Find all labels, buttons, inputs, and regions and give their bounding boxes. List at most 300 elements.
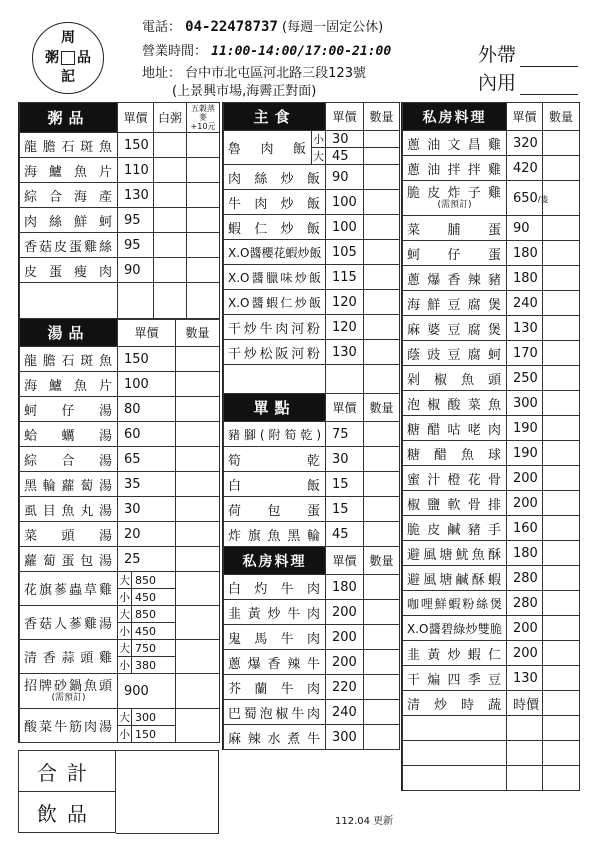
price-value: 30 [332, 451, 349, 467]
qty-cell[interactable] [364, 497, 400, 522]
item-name: 豬腳(附筍乾) [224, 422, 326, 447]
item-name: 清香蒜頭雞 [20, 640, 118, 674]
menu-row [224, 165, 400, 190]
qty-white-cell[interactable] [154, 158, 187, 183]
qty-cell[interactable] [176, 640, 220, 674]
item-name: 蔥爆香辣豬 [403, 266, 507, 291]
item-name: 筍乾 [224, 447, 326, 472]
qty-cell[interactable] [176, 547, 220, 572]
menu-row [403, 131, 580, 156]
item-price [507, 391, 543, 416]
item-name: 避風塘鹹酥蝦 [403, 566, 507, 591]
item-name: 芥蘭牛肉 [224, 675, 326, 700]
menu-row [403, 591, 580, 616]
item-name: X.O醬臘味炒飯 [224, 265, 326, 290]
menu-row [20, 709, 220, 726]
qty-cell[interactable] [176, 572, 220, 606]
qty-cell[interactable] [364, 131, 400, 148]
hours-value: 11:00-14:00/17:00-21:00 [211, 44, 392, 59]
item-price: 45 [326, 148, 364, 165]
menu-row [403, 366, 580, 391]
item-price [326, 725, 364, 750]
item-name: 蚵仔蛋 [403, 241, 507, 266]
menu-row [20, 258, 220, 283]
menu-row [403, 616, 580, 641]
price-value: 280 [513, 595, 538, 611]
qty-white-cell[interactable] [154, 183, 187, 208]
item-price [326, 472, 364, 497]
takeout-field[interactable] [478, 40, 578, 67]
qty-cell[interactable] [543, 316, 580, 341]
qty-cell[interactable] [543, 156, 580, 181]
item-price [507, 181, 549, 216]
item-price [326, 422, 364, 447]
price-value: 180 [513, 270, 538, 286]
item-name: 剁椒魚頭 [403, 366, 507, 391]
item-price: 90 [326, 165, 364, 190]
item-name: 牛肉炒飯 [224, 190, 326, 215]
size-small-label: 小 [118, 657, 132, 674]
price-value: 160 [513, 520, 538, 536]
item-name: X.O醬碧綠炒雙脆 [403, 616, 507, 641]
qty-cell[interactable] [364, 522, 400, 547]
qty-cell[interactable] [364, 422, 400, 447]
menu-row [20, 547, 220, 572]
qty-grain-cell[interactable] [187, 183, 220, 208]
sides-title: 單點 [224, 394, 326, 422]
menu-row [403, 541, 580, 566]
menu-row [20, 133, 220, 158]
total-label: 合計 [19, 751, 116, 792]
menu-row [403, 466, 580, 491]
size-small-label: 小 [118, 623, 132, 640]
porridge-title: 粥品 [20, 103, 118, 133]
col-qty: 數量 [364, 103, 400, 131]
item-price [507, 691, 543, 716]
col-price: 單價 [326, 103, 364, 131]
qty-cell[interactable] [364, 700, 400, 725]
item-name: 海鮮豆腐煲 [403, 291, 507, 316]
item-price: 115 [326, 265, 364, 290]
price-value: 75 [332, 426, 349, 442]
item-price [326, 675, 364, 700]
menu-row [224, 340, 400, 365]
qty-cell[interactable] [176, 372, 220, 397]
size-large-price: 850 [132, 572, 176, 589]
item-price: 100 [326, 215, 364, 240]
item-price: 900 [118, 674, 176, 709]
qty-cell[interactable] [364, 447, 400, 472]
price-value: 200 [332, 654, 357, 670]
address-line [142, 62, 366, 81]
qty-cell[interactable] [543, 291, 580, 316]
qty-cell[interactable] [364, 725, 400, 750]
menu-row [403, 641, 580, 666]
menu-row [224, 447, 400, 472]
item-name: 韭黃炒蝦仁 [403, 641, 507, 666]
item-name: 蚵仔湯 [20, 397, 118, 422]
qty-grain-cell[interactable] [187, 158, 220, 183]
qty-cell[interactable] [543, 516, 580, 541]
soup-title: 湯品 [20, 319, 118, 347]
special-name: 招牌砂鍋魚頭 [24, 678, 113, 694]
item-name: 清炒時蔬 [403, 691, 507, 716]
item-name: 糖醋咕咾肉 [403, 416, 507, 441]
item-price: 130 [118, 183, 154, 208]
size-large-price: 300 [132, 709, 176, 726]
menu-row [20, 640, 220, 657]
menu-row [403, 316, 580, 341]
menu-row [403, 216, 580, 241]
qty-cell[interactable] [543, 216, 580, 241]
dinein-label: 內用 [478, 72, 517, 94]
item-price: 110 [118, 158, 154, 183]
price-value: 130 [513, 670, 538, 686]
menu-row [224, 290, 400, 315]
size-small-price: 450 [132, 589, 176, 606]
item-price: 100 [118, 372, 176, 397]
item-name: X.O醬櫻花蝦炒飯 [224, 240, 326, 265]
qty-cell[interactable] [543, 641, 580, 666]
qty-cell[interactable] [364, 650, 400, 675]
qty-cell[interactable] [176, 606, 220, 640]
menu-row [224, 131, 400, 148]
item-name: 魯肉飯 [224, 131, 312, 165]
menu-row [224, 575, 400, 600]
item-price [507, 616, 543, 641]
price-value: 200 [332, 629, 357, 645]
item-name: 黑輪蘿蔔湯 [20, 472, 118, 497]
menu-row [20, 158, 220, 183]
takeout-label: 外帶 [478, 44, 517, 66]
price-value: 200 [513, 645, 538, 661]
menu-row [224, 725, 400, 750]
menu-row [224, 675, 400, 700]
item-price [507, 366, 543, 391]
item-price: 30 [326, 131, 364, 148]
qty-cell[interactable] [543, 541, 580, 566]
col-price: 單價 [326, 394, 364, 422]
item-name: 白飯 [224, 472, 326, 497]
item-price [507, 566, 543, 591]
menu-row [20, 347, 220, 372]
size-large-price: 850 [132, 606, 176, 623]
price-value: 300 [332, 729, 357, 745]
item-name: 蔥爆香辣牛 [224, 650, 326, 675]
qty-white-cell[interactable] [154, 133, 187, 158]
menu-row [403, 341, 580, 366]
qty-cell[interactable] [543, 241, 580, 266]
item-price [507, 466, 543, 491]
item-price: 95 [118, 233, 154, 258]
item-name: 麻辣水煮牛 [224, 725, 326, 750]
price-value: 180 [332, 579, 357, 595]
menu-row [20, 572, 220, 589]
item-name: 肉絲鮮蚵 [20, 208, 118, 233]
qty-cell[interactable] [364, 675, 400, 700]
col-price: 單價 [326, 547, 364, 575]
item-name: 香菇皮蛋雞絲 [20, 233, 118, 258]
item-name: 綜合湯 [20, 447, 118, 472]
qty-cell[interactable] [543, 391, 580, 416]
item-price [326, 575, 364, 600]
col-qty: 數量 [176, 319, 220, 347]
qty-cell[interactable] [176, 674, 220, 709]
item-price [326, 447, 364, 472]
qty-cell[interactable] [543, 491, 580, 516]
item-name: 麻婆豆腐煲 [403, 316, 507, 341]
qty-cell[interactable] [543, 666, 580, 691]
qty-cell[interactable] [364, 148, 400, 165]
menu-row [224, 625, 400, 650]
totals-box [18, 750, 116, 833]
qty-cell[interactable] [543, 131, 580, 156]
logo-char: 記 [61, 69, 75, 85]
size-large-label: 大 [118, 572, 132, 589]
qty-cell[interactable] [364, 215, 400, 240]
qty-cell[interactable] [364, 340, 400, 365]
item-price: 130 [326, 340, 364, 365]
menu-row [20, 606, 220, 623]
private1-title: 私房料理 [224, 547, 326, 575]
qty-cell[interactable] [543, 566, 580, 591]
qty-cell[interactable] [364, 165, 400, 190]
qty-cell[interactable] [176, 397, 220, 422]
hours-label: 營業時間： [142, 44, 208, 59]
price-value: 320 [513, 135, 538, 151]
price-value: 280 [513, 570, 538, 586]
menu-row [20, 372, 220, 397]
item-price [507, 266, 543, 291]
qty-grain-cell[interactable] [187, 258, 220, 283]
item-name: 干炒牛肉河粉 [224, 315, 326, 340]
price-unit: /隻 [537, 194, 549, 204]
item-price [507, 241, 543, 266]
qty-cell[interactable] [364, 472, 400, 497]
preorder-note: (需預訂) [51, 692, 86, 703]
item-price: 35 [118, 472, 176, 497]
qty-cell[interactable] [364, 265, 400, 290]
col-price: 單價 [507, 103, 543, 131]
qty-cell[interactable] [364, 600, 400, 625]
item-price [507, 216, 543, 241]
item-price [507, 641, 543, 666]
size-small-price: 450 [132, 623, 176, 640]
item-name: 綜合海產 [20, 183, 118, 208]
size-small-label: 小 [118, 726, 132, 743]
price-value: 時價 [513, 697, 540, 713]
qty-grain-cell[interactable] [187, 133, 220, 158]
col-qty: 數量 [364, 547, 400, 575]
qty-cell[interactable] [364, 315, 400, 340]
price-value: 200 [332, 604, 357, 620]
qty-cell[interactable] [364, 625, 400, 650]
menu-row [224, 240, 400, 265]
dinein-field[interactable] [478, 68, 578, 95]
item-price: 105 [326, 240, 364, 265]
item-title: 脆皮炸子雞 [407, 185, 502, 201]
item-price: 95 [118, 208, 154, 233]
size-large-price: 750 [132, 640, 176, 657]
qty-cell[interactable] [543, 591, 580, 616]
qty-cell[interactable] [176, 447, 220, 472]
phone-note: (每週一固定公休) [282, 20, 384, 35]
item-price [326, 700, 364, 725]
item-name: 海鱸魚片 [20, 372, 118, 397]
item-price [326, 650, 364, 675]
item-price [507, 441, 543, 466]
item-name: 蜜汁橙花骨 [403, 466, 507, 491]
item-price: 90 [118, 258, 154, 283]
qty-cell[interactable] [543, 341, 580, 366]
price-value: 240 [332, 704, 357, 720]
menu-row [20, 183, 220, 208]
hours-line [142, 40, 391, 59]
item-name [20, 674, 118, 709]
item-price: 100 [326, 190, 364, 215]
qty-grain-cell[interactable] [187, 208, 220, 233]
price-value: 15 [332, 501, 349, 517]
qty-cell[interactable] [543, 466, 580, 491]
price-value: 200 [513, 470, 538, 486]
logo-char: 周 [61, 30, 75, 46]
menu-row [224, 497, 400, 522]
item-price: 150 [118, 347, 176, 372]
item-price: 150 [118, 133, 154, 158]
price-value: 45 [332, 526, 349, 542]
qty-cell[interactable] [364, 190, 400, 215]
price-value: 190 [513, 445, 538, 461]
qty-cell[interactable] [176, 422, 220, 447]
size-large-label: 大 [118, 606, 132, 623]
item-name: 蔭豉豆腐蚵 [403, 341, 507, 366]
qty-cell[interactable] [364, 240, 400, 265]
qty-cell[interactable] [543, 691, 580, 716]
col-price: 單價 [118, 319, 176, 347]
item-price [507, 541, 543, 566]
menu-row [403, 691, 580, 716]
menu-row [224, 472, 400, 497]
item-name: 花旗蔘蟲草雞 [20, 572, 118, 606]
item-price: 120 [326, 315, 364, 340]
col-qty: 數量 [364, 394, 400, 422]
item-name: 鬼馬牛肉 [224, 625, 326, 650]
menu-row [403, 416, 580, 441]
item-name: 荷包蛋 [224, 497, 326, 522]
totals-blank [116, 750, 219, 834]
logo-char: 粥 [45, 50, 59, 66]
price-value: 15 [332, 476, 349, 492]
item-name: 香菇人蔘雞湯 [20, 606, 118, 640]
item-price [326, 625, 364, 650]
price-value: 220 [332, 679, 357, 695]
qty-cell[interactable] [364, 290, 400, 315]
item-name: 龍膽石斑魚 [20, 133, 118, 158]
mains-section [222, 102, 400, 750]
qty-white-cell[interactable] [154, 233, 187, 258]
qty-cell[interactable] [543, 366, 580, 391]
size-large-label: 大 [118, 640, 132, 657]
item-name: 糖醋魚球 [403, 441, 507, 466]
menu-row [224, 650, 400, 675]
menu-row [224, 600, 400, 625]
col-white-porridge: 白粥 [154, 103, 187, 133]
address-label: 地址： [142, 66, 182, 81]
qty-cell[interactable] [176, 522, 220, 547]
menu-row [403, 391, 580, 416]
item-price [507, 316, 543, 341]
menu-row [403, 441, 580, 466]
item-name: 酸菜牛筋肉湯 [20, 709, 118, 743]
item-name: 肉絲炒飯 [224, 165, 326, 190]
menu-row [224, 265, 400, 290]
price-value: 200 [513, 495, 538, 511]
item-price [507, 591, 543, 616]
price-value: 240 [513, 295, 538, 311]
menu-row [20, 397, 220, 422]
qty-white-cell[interactable] [154, 208, 187, 233]
private2-title: 私房料理 [403, 103, 507, 131]
qty-cell[interactable] [176, 709, 220, 743]
item-price [326, 600, 364, 625]
menu-row [403, 516, 580, 541]
qty-cell[interactable] [364, 575, 400, 600]
item-price: 65 [118, 447, 176, 472]
size-large-label: 大 [312, 148, 326, 165]
qty-cell[interactable] [543, 616, 580, 641]
item-name: 干煸四季豆 [403, 666, 507, 691]
drinks-label: 飲品 [19, 792, 116, 833]
qty-cell[interactable] [176, 347, 220, 372]
phone-label: 電話： [142, 20, 182, 35]
qty-cell[interactable] [176, 497, 220, 522]
qty-white-cell[interactable] [154, 258, 187, 283]
menu-row [403, 566, 580, 591]
menu-row [403, 291, 580, 316]
item-name: 菜脯蛋 [403, 216, 507, 241]
logo-char: 品 [77, 50, 91, 66]
address-value: 台中市北屯區河北路三段123號 [185, 66, 366, 81]
item-name: 巴蜀泡椒牛肉 [224, 700, 326, 725]
col-grain: 五穀蒸麥 +10元 [187, 103, 220, 133]
item-name: 椒鹽軟骨排 [403, 491, 507, 516]
item-name: 韭黃炒牛肉 [224, 600, 326, 625]
item-name: 避風塘魷魚酥 [403, 541, 507, 566]
qty-cell[interactable] [543, 416, 580, 441]
porridge-section [18, 102, 220, 320]
item-price [507, 156, 543, 181]
qty-grain-cell[interactable] [187, 233, 220, 258]
size-large-label: 大 [118, 709, 132, 726]
qty-cell[interactable] [543, 266, 580, 291]
price-value: 420 [513, 160, 538, 176]
size-small-label: 小 [312, 131, 326, 148]
item-name: 脆皮鹹豬手 [403, 516, 507, 541]
item-price: 30 [118, 497, 176, 522]
col-qty: 數量 [543, 103, 580, 131]
item-price [507, 666, 543, 691]
menu-row [20, 497, 220, 522]
menu-row [224, 215, 400, 240]
item-price [507, 291, 543, 316]
item-name: 咖哩鮮蝦粉絲煲 [403, 591, 507, 616]
menu-row [20, 422, 220, 447]
price-value: 650 [513, 190, 538, 206]
item-name: 虱目魚丸湯 [20, 497, 118, 522]
qty-cell[interactable] [543, 441, 580, 466]
menu-row [20, 522, 220, 547]
qty-cell[interactable] [176, 472, 220, 497]
